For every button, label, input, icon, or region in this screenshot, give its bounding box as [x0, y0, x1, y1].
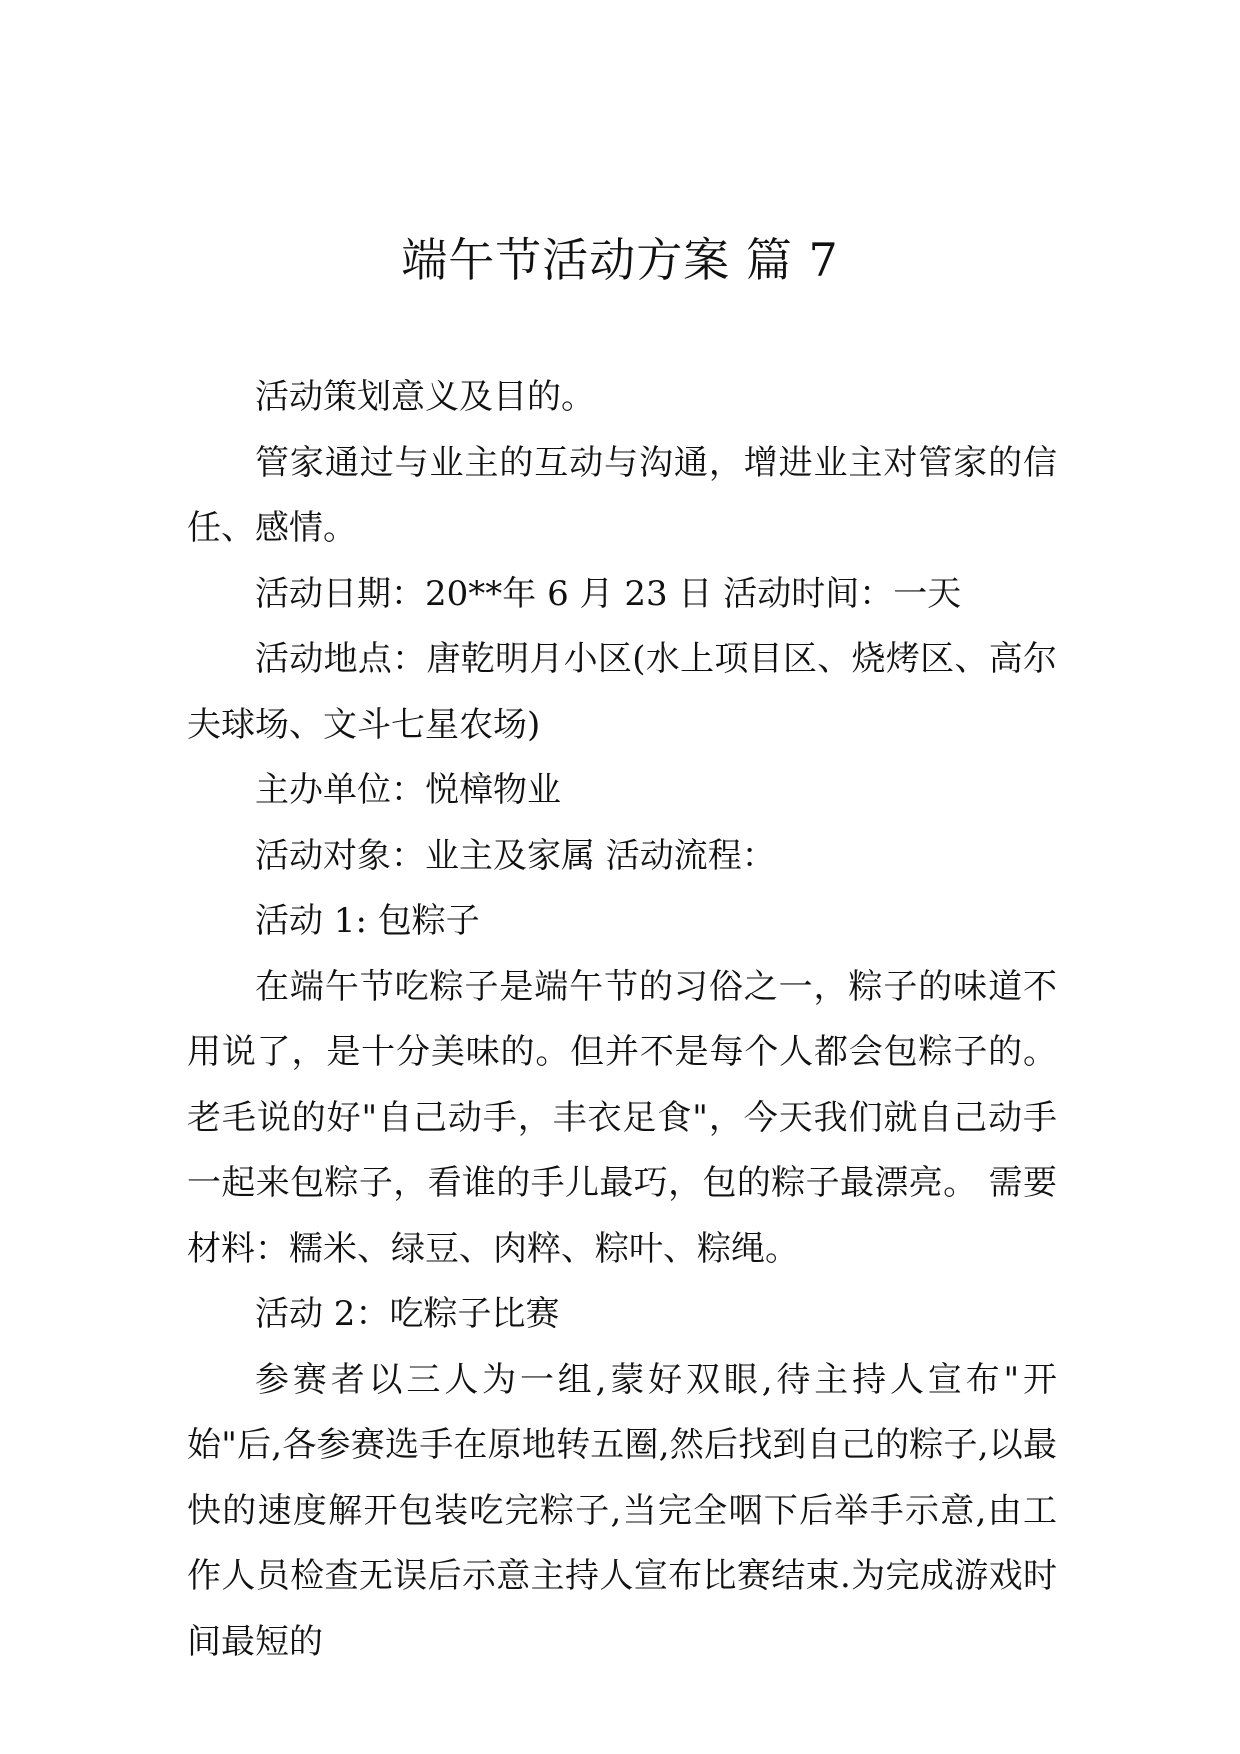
paragraph-activity-2-text: 参赛者以三人为一组,蒙好双眼,待主持人宣布"开始"后,各参赛选手在原地转五圈,然后找到自己的粽子,以最快的速度解开包装吃完粽子,当完全咽下后举手示意,由工作人员检查无误后示意主持人宣布比赛结束.为完成游戏时间最短的	[187, 1359, 1057, 1662]
paragraph-audience-process: 活动对象：业主及家属 活动流程：	[255, 835, 776, 876]
document-body	[187, 365, 1057, 1675]
paragraph-activity-2-heading: 活动 2：吃粽子比赛	[255, 1294, 560, 1334]
paragraph-date-time: 活动日期：20**年 6 月 23 日 活动时间：一天	[255, 573, 962, 614]
paragraph-purpose-heading: 活动策划意义及目的。	[255, 377, 595, 417]
paragraph-activity-1-heading: 活动 1: 包粽子	[255, 901, 480, 941]
paragraph-purpose-text: 管家通过与业主的互动与沟通，增进业主对管家的信任、感情。	[187, 442, 1057, 548]
document-title: 端午节活动方案 篇 7	[401, 233, 839, 287]
paragraph-organizer: 主办单位：悦樟物业	[255, 770, 561, 810]
paragraph-location: 活动地点：唐乾明月小区(水上项目区、烧烤区、高尔夫球场、文斗七星农场)	[187, 639, 1057, 745]
paragraph-activity-1-text: 在端午节吃粽子是端午节的习俗之一，粽子的味道不用说了，是十分美味的。但并不是每个人都会包粽子的。老毛说的好"自己动手，丰衣足食"，今天我们就自己动手一起来包粽子，看谁的手儿最巧，包的粽子最漂亮。 需要材料：糯米、绿豆、肉粹、粽叶、粽绳。	[187, 966, 1057, 1269]
